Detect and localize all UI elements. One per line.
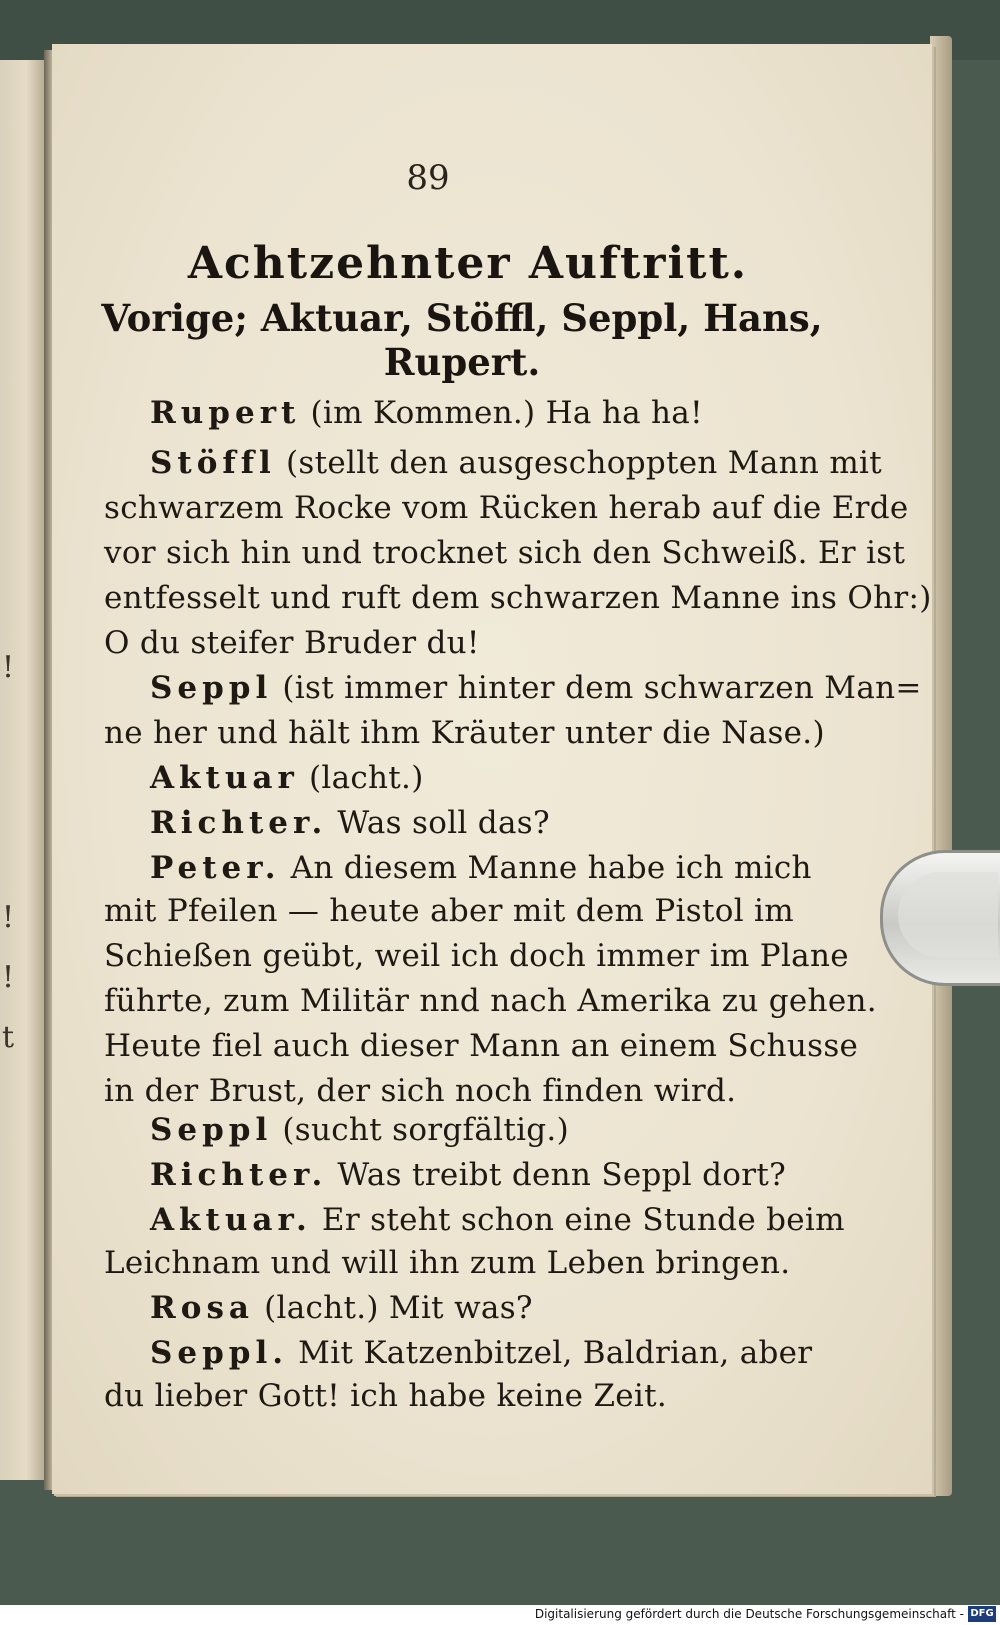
- text-line: [104, 1028, 858, 1064]
- page-number: 89: [406, 158, 450, 198]
- left-page-mark: !: [2, 960, 15, 995]
- dfg-logo: DFG: [968, 1606, 996, 1622]
- line-text: in der Brust, der sich noch finden wird.: [104, 1073, 737, 1109]
- text-line: [104, 1378, 667, 1414]
- text-line: [150, 850, 812, 886]
- speaker-name: Richter.: [150, 805, 328, 841]
- text-line: [104, 580, 932, 616]
- line-text: (lacht.) Mit was?: [253, 1290, 533, 1326]
- left-page-edge: [0, 60, 46, 1480]
- text-line: [104, 715, 825, 751]
- line-text: (stellt den ausgeschoppten Mann mit: [275, 445, 882, 481]
- text-line: [150, 670, 922, 706]
- line-text: (ist immer hinter dem schwarzen Man=: [272, 670, 922, 706]
- text-line: [150, 1202, 845, 1238]
- line-text: führte, zum Militär nnd nach Amerika zu gehen.: [104, 983, 877, 1019]
- text-line: [104, 983, 877, 1019]
- line-text: (im Kommen.) Ha ha ha!: [300, 395, 703, 431]
- page-clip-highlight: [898, 872, 998, 958]
- scene-heading: Achtzehnter Auftritt.: [187, 238, 749, 289]
- text-line: [104, 938, 849, 974]
- footer-credit: Digitalisierung gefördert durch die Deutsche Forschungsgemeinschaft -: [534, 1607, 964, 1621]
- speaker-name: Richter.: [150, 1157, 328, 1193]
- line-text: schwarzem Rocke vom Rücken herab auf die Erde: [104, 490, 909, 526]
- text-line: [104, 1245, 790, 1281]
- left-page-mark: t: [2, 1020, 15, 1055]
- line-text: du lieber Gott! ich habe keine Zeit.: [104, 1378, 668, 1414]
- text-line: [104, 625, 480, 661]
- line-text: Was soll das?: [327, 805, 550, 841]
- line-text: (sucht sorgfältig.): [272, 1112, 569, 1148]
- line-text: Er steht schon eine Stunde beim: [311, 1202, 845, 1238]
- speaker-name: Seppl: [150, 670, 273, 706]
- line-text: An diesem Manne habe ich mich: [280, 850, 812, 886]
- text-line: [150, 760, 424, 796]
- line-text: Was treibt denn Seppl dort?: [327, 1157, 787, 1193]
- line-text: O du steifer Bruder du!: [104, 625, 480, 661]
- text-line: [104, 893, 794, 929]
- text-line: [104, 1073, 736, 1109]
- speaker-name: Rosa: [150, 1290, 254, 1326]
- speaker-name: Seppl: [150, 1112, 273, 1148]
- text-line: [150, 1112, 569, 1148]
- text-line: [150, 1335, 812, 1371]
- line-text: Mit Katzenbitzel, Baldrian, aber: [288, 1335, 813, 1371]
- speaker-name: Aktuar: [150, 760, 299, 796]
- text-line: [104, 490, 909, 526]
- line-text: vor sich hin und trocknet sich den Schweiß. Er ist: [104, 535, 906, 571]
- line-text: Leichnam und will ihn zum Leben bringen.: [104, 1245, 791, 1281]
- speaker-name: Peter.: [150, 850, 281, 886]
- speaker-name: Stöffl: [150, 445, 276, 481]
- line-text: mit Pfeilen — heute aber mit dem Pistol im: [104, 893, 794, 929]
- text-line: [150, 1157, 786, 1193]
- speaker-name: Aktuar.: [150, 1202, 312, 1238]
- line-text: ne her und hält ihm Kräuter unter die Nase.): [104, 715, 825, 751]
- cast-list-line: Rupert.: [383, 340, 541, 384]
- text-line: [150, 1290, 533, 1326]
- text-line: [150, 445, 882, 481]
- line-text: Schießen geübt, weil ich doch immer im Plane: [104, 938, 849, 974]
- speaker-name: Seppl.: [150, 1335, 289, 1371]
- text-line: [150, 805, 550, 841]
- line-text: entfesselt und ruft dem schwarzen Manne ins Ohr:): [104, 580, 932, 616]
- speaker-name: Rupert: [150, 395, 301, 431]
- line-text: (lacht.): [298, 760, 424, 796]
- left-page-mark: !: [2, 900, 15, 935]
- text-line: [104, 535, 905, 571]
- left-page-mark: !: [2, 650, 15, 685]
- line-text: Heute fiel auch dieser Mann an einem Schusse: [104, 1028, 859, 1064]
- page-stack-edge: [930, 36, 952, 1496]
- text-line: [150, 395, 703, 431]
- cast-list-line: Vorige; Aktuar, Stöffl, Seppl, Hans,: [101, 296, 823, 340]
